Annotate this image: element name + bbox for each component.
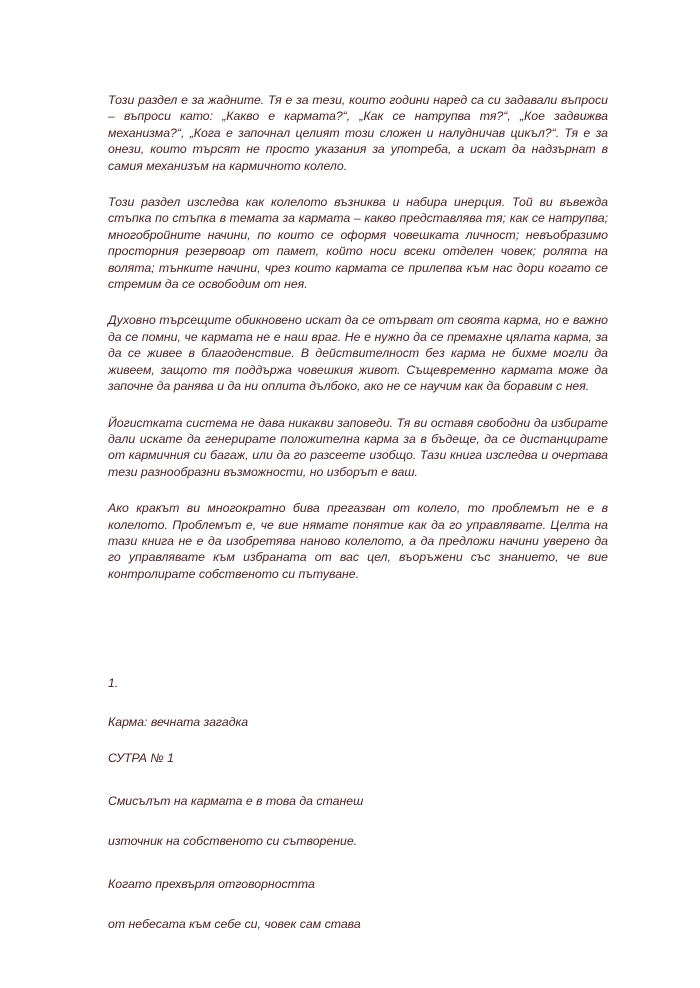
paragraph-4: Йогистката система не дава никакви заповеди. Тя ви оставя свободни да избирате дали искате да генерирате положителна карма за в бъдеще, да се дистанцирате от кармичния си багаж, или да го разсеете изобщо. Тази книга изследва и очертава тези разнообразни възможности, но изборът е ваш. <box>108 415 608 479</box>
paragraph-3: Духовно търсещите обикновено искат да се отърват от своята карма, но е важно да се помни, че кармата не е наш враг. Не е нужно да се премахне цялата карма, за да се живее в благоденствие. В действителност без карма не бихме могли да живеем, защото тя поддържа човешкия живот. Същевременно кармата може да започне да ранява и да ни оплита дълбоко, ако не се научим как да боравим с нея. <box>108 313 608 394</box>
paragraph-5: Ако кракът ви многократно бива прегазван от колело, то проблемът не е в колелото. Проблемът е, че вие нямате понятие как да го управлявате. Целта на тази книга не е да изобретява наново колелото, а да предложи начини уверено да го управлявате към избраната от вас цел, въоръжени със знанието, че вие контролирате собственото си пътуване. <box>108 501 608 581</box>
section-spacer <box>108 582 608 675</box>
paragraph-1: Този раздел е за жадните. Тя е за тези, които години наред са си задавали въпроси – въпроси като: „Какво е кармата?“, „Как се натрупва тя?“, „Кое задвижва механизма?“, „Кога е започнал целият този сложен и налудничав цикъл?“. Тя е за онези, които търсят не просто указания за употреба, а искат да надзърнат в самия механизъм на кармичното колело. <box>108 93 608 173</box>
sutra-label: СУТРА № 1 <box>108 750 174 765</box>
chapter-title: Карма: вечната загадка <box>108 714 249 729</box>
sutra-line-3: Когато прехвърля отговорността <box>108 877 315 892</box>
sutra-line-1: Смисълът на кармата е в това да станеш <box>108 794 364 809</box>
document-body <box>108 92 608 932</box>
chapter-number: 1. <box>108 676 119 691</box>
paragraph-2: Този раздел изследва как колелото възниква и набира инерция. Той ви въвежда стъпка по стъпка в темата за кармата – какво представлява тя; как се натрупва; многобройните начини, по които се оформя човешката личност; невъобразимо просторния резервоар от памет, който носи всеки отделен човек; ролята на волята; тънките начини, чрез които кармата се прилепва към нас дори когато се стремим да се освободим от нея. <box>108 195 608 292</box>
sutra-line-2: източник на собственото си сътворение. <box>108 833 358 848</box>
sutra-line-4: от небесата към себе си, човек сам става <box>108 916 361 931</box>
